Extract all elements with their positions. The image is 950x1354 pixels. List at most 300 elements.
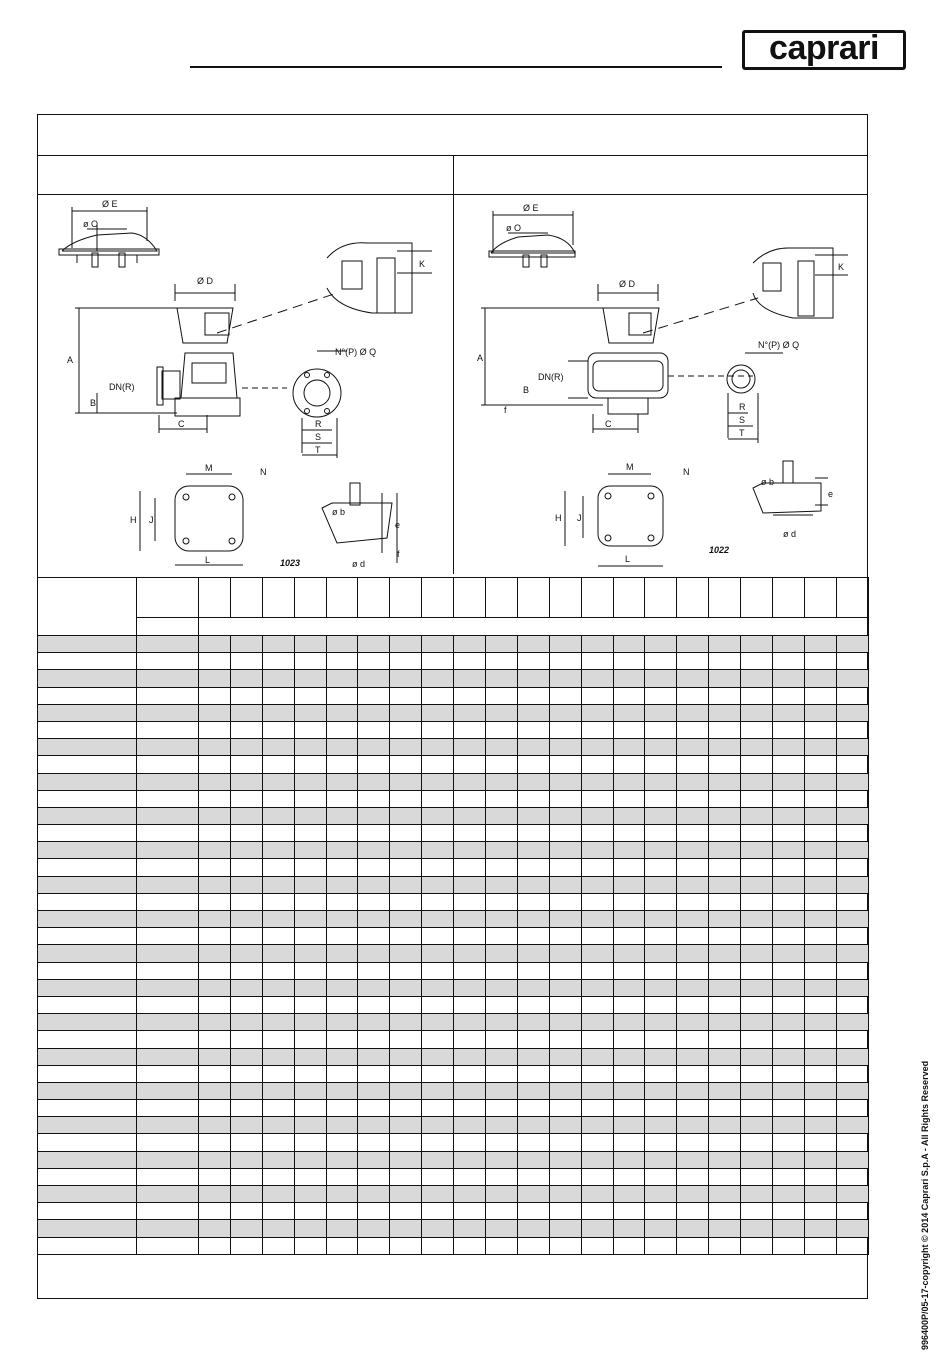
table-cell <box>137 1168 199 1185</box>
right-dim-S: S <box>739 415 746 425</box>
table-row <box>38 876 869 893</box>
table-cell <box>549 945 581 962</box>
table-row <box>38 1031 869 1048</box>
table-cell <box>230 1168 262 1185</box>
table-cell <box>517 790 549 807</box>
table-cell <box>613 876 645 893</box>
table-cell <box>454 893 486 910</box>
table-cell <box>773 687 805 704</box>
table-cell <box>486 1082 518 1099</box>
table-cell <box>294 1134 326 1151</box>
table-cell <box>390 636 422 653</box>
table-cell <box>390 1082 422 1099</box>
table-cell <box>741 1237 773 1254</box>
table-cell <box>199 1134 231 1151</box>
table-cell <box>230 859 262 876</box>
table-cell <box>230 1100 262 1117</box>
table-cell <box>137 687 199 704</box>
table-cell <box>454 1065 486 1082</box>
table-cell <box>804 1065 836 1082</box>
table-row <box>38 636 869 653</box>
table-cell <box>517 1014 549 1031</box>
table-cell <box>358 996 390 1013</box>
table-cell <box>358 1117 390 1134</box>
table-cell <box>549 1203 581 1220</box>
table-cell <box>326 911 358 928</box>
table-cell <box>390 859 422 876</box>
table-cell <box>804 1203 836 1220</box>
table-cell <box>804 859 836 876</box>
table-cell <box>422 1220 454 1237</box>
table-cell <box>677 876 709 893</box>
table-cell <box>137 1237 199 1254</box>
table-cell <box>677 1082 709 1099</box>
table-cell <box>137 876 199 893</box>
table-row <box>38 842 869 859</box>
table-row <box>38 807 869 824</box>
right-drawing-code: 1022 <box>709 545 730 555</box>
table-cell <box>613 704 645 721</box>
table-cell <box>230 721 262 738</box>
table-cell <box>294 1220 326 1237</box>
table-cell <box>804 773 836 790</box>
table-cell <box>741 790 773 807</box>
right-dim-R: R <box>739 402 746 412</box>
table-cell <box>709 979 741 996</box>
table-cell <box>38 996 137 1013</box>
table-cell <box>549 1186 581 1203</box>
table-cell <box>709 636 741 653</box>
table-cell <box>390 1117 422 1134</box>
table-cell <box>358 721 390 738</box>
table-cell <box>230 979 262 996</box>
table-cell <box>613 1031 645 1048</box>
table-cell <box>677 893 709 910</box>
table-cell <box>613 1168 645 1185</box>
table-cell <box>645 876 677 893</box>
table-cell <box>517 911 549 928</box>
table-cell <box>581 1048 613 1065</box>
table-cell <box>230 670 262 687</box>
table-cell <box>137 1065 199 1082</box>
table-cell <box>358 739 390 756</box>
table-cell <box>581 979 613 996</box>
table-cell <box>358 1237 390 1254</box>
table-header-row <box>38 578 869 618</box>
table-cell <box>677 704 709 721</box>
table-cell <box>358 911 390 928</box>
table-cell <box>262 1065 294 1082</box>
table-cell <box>517 962 549 979</box>
table-cell <box>422 687 454 704</box>
right-flange-detail <box>489 211 575 267</box>
table-cell <box>358 1048 390 1065</box>
table-cell <box>422 893 454 910</box>
table-cell <box>804 756 836 773</box>
table-cell <box>422 979 454 996</box>
table-cell <box>645 653 677 670</box>
dimension-table <box>37 577 869 1255</box>
table-cell <box>709 962 741 979</box>
header-cell <box>645 578 677 618</box>
table-cell <box>581 807 613 824</box>
table-cell <box>741 1065 773 1082</box>
table-cell <box>38 1014 137 1031</box>
table-cell <box>613 1220 645 1237</box>
table-cell <box>38 1065 137 1082</box>
table-cell <box>38 1237 137 1254</box>
table-cell <box>486 1031 518 1048</box>
table-cell <box>294 1048 326 1065</box>
right-technical-drawing <box>453 193 867 577</box>
table-cell <box>199 928 231 945</box>
table-cell <box>230 1014 262 1031</box>
header-cell <box>199 578 231 618</box>
table-cell <box>422 1168 454 1185</box>
table-cell <box>454 962 486 979</box>
table-cell <box>773 893 805 910</box>
table-cell <box>454 911 486 928</box>
table-cell <box>262 687 294 704</box>
table-cell <box>836 1014 868 1031</box>
header-cell <box>741 578 773 618</box>
table-cell <box>709 687 741 704</box>
table-cell <box>773 1220 805 1237</box>
table-cell <box>38 704 137 721</box>
table-cell <box>773 807 805 824</box>
table-cell <box>709 859 741 876</box>
table-cell <box>773 653 805 670</box>
table-cell <box>645 721 677 738</box>
table-cell <box>836 756 868 773</box>
table-cell <box>137 721 199 738</box>
table-cell <box>677 653 709 670</box>
table-cell <box>358 756 390 773</box>
table-cell <box>741 945 773 962</box>
table-cell <box>262 756 294 773</box>
table-cell <box>613 1203 645 1220</box>
table-cell <box>390 945 422 962</box>
table-cell <box>517 979 549 996</box>
table-cell <box>262 825 294 842</box>
table-cell <box>804 721 836 738</box>
header-cell <box>773 578 805 618</box>
table-cell <box>741 1048 773 1065</box>
table-cell <box>199 790 231 807</box>
table-cell <box>454 928 486 945</box>
table-cell <box>709 807 741 824</box>
table-cell <box>38 1186 137 1203</box>
table-cell <box>326 1168 358 1185</box>
table-cell <box>773 636 805 653</box>
table-cell <box>581 962 613 979</box>
table-cell <box>549 1100 581 1117</box>
table-cell <box>390 739 422 756</box>
table-cell <box>836 1117 868 1134</box>
table-cell <box>613 1100 645 1117</box>
table-cell <box>326 704 358 721</box>
table-cell <box>230 1186 262 1203</box>
table-cell <box>358 1082 390 1099</box>
table-cell <box>549 1082 581 1099</box>
table-cell <box>262 721 294 738</box>
table-cell <box>517 721 549 738</box>
table-cell <box>38 790 137 807</box>
right-bottom-detail <box>753 461 828 515</box>
left-bottom-detail <box>322 483 397 563</box>
table-cell <box>836 979 868 996</box>
table-cell <box>230 807 262 824</box>
table-cell <box>390 1065 422 1082</box>
table-cell <box>709 1220 741 1237</box>
table-cell <box>709 670 741 687</box>
table-cell <box>422 962 454 979</box>
table-cell <box>741 1100 773 1117</box>
table-cell <box>486 928 518 945</box>
table-cell <box>454 1082 486 1099</box>
table-cell <box>294 756 326 773</box>
table-cell <box>517 1134 549 1151</box>
table-cell <box>454 1014 486 1031</box>
table-cell <box>677 790 709 807</box>
table-cell <box>326 636 358 653</box>
table-cell <box>581 1014 613 1031</box>
table-cell <box>454 1048 486 1065</box>
table-cell <box>358 825 390 842</box>
header-cell <box>230 578 262 618</box>
table-cell <box>549 825 581 842</box>
table-cell <box>741 1082 773 1099</box>
table-cell <box>804 876 836 893</box>
table-cell <box>645 1220 677 1237</box>
table-cell <box>677 859 709 876</box>
table-cell <box>804 1117 836 1134</box>
table-cell <box>741 636 773 653</box>
table-cell <box>454 670 486 687</box>
table-cell <box>709 1048 741 1065</box>
table-cell <box>804 670 836 687</box>
table-cell <box>486 876 518 893</box>
table-cell <box>199 1100 231 1117</box>
table-cell <box>613 756 645 773</box>
table-cell <box>549 1237 581 1254</box>
table-cell <box>294 1203 326 1220</box>
table-cell <box>137 773 199 790</box>
table-cell <box>741 687 773 704</box>
table-cell <box>645 928 677 945</box>
table-cell <box>741 670 773 687</box>
table-cell <box>262 842 294 859</box>
table-cell <box>677 1014 709 1031</box>
table-row <box>38 1048 869 1065</box>
header-cell <box>709 578 741 618</box>
right-dim-D: Ø D <box>619 279 636 289</box>
right-flange-front <box>727 353 783 443</box>
table-cell <box>294 1237 326 1254</box>
table-cell <box>294 979 326 996</box>
table-cell <box>422 825 454 842</box>
table-cell <box>199 1168 231 1185</box>
left-dim-R: R <box>315 419 322 429</box>
table-cell <box>422 670 454 687</box>
table-cell <box>773 704 805 721</box>
table-cell <box>358 1014 390 1031</box>
table-cell <box>137 670 199 687</box>
table-cell <box>677 1065 709 1082</box>
table-cell <box>422 704 454 721</box>
table-cell <box>613 842 645 859</box>
table-cell <box>517 773 549 790</box>
left-dim-N: N <box>260 467 267 477</box>
table-cell <box>581 842 613 859</box>
table-cell <box>326 979 358 996</box>
table-cell <box>199 911 231 928</box>
table-cell <box>613 1186 645 1203</box>
table-cell <box>199 670 231 687</box>
right-dim-L: L <box>625 554 631 564</box>
table-cell <box>645 1065 677 1082</box>
table-cell <box>294 670 326 687</box>
table-cell <box>549 859 581 876</box>
table-cell <box>326 825 358 842</box>
table-cell <box>486 1065 518 1082</box>
table-cell <box>38 1134 137 1151</box>
table-cell <box>836 687 868 704</box>
header-cell <box>836 578 868 618</box>
table-cell <box>581 773 613 790</box>
table-cell <box>677 807 709 824</box>
table-cell <box>486 687 518 704</box>
left-dim-d: ø d <box>352 559 366 569</box>
table-cell <box>390 721 422 738</box>
table-cell <box>486 962 518 979</box>
table-cell <box>38 1203 137 1220</box>
table-cell <box>294 687 326 704</box>
table-cell <box>581 876 613 893</box>
left-dim-A: A <box>67 355 74 365</box>
table-cell <box>390 876 422 893</box>
table-cell <box>199 1151 231 1168</box>
table-cell <box>262 893 294 910</box>
table-cell <box>836 807 868 824</box>
left-dim-E: Ø E <box>102 199 118 209</box>
table-cell <box>836 636 868 653</box>
table-cell <box>517 893 549 910</box>
table-cell <box>549 979 581 996</box>
table-cell <box>294 790 326 807</box>
table-cell <box>326 1203 358 1220</box>
table-cell <box>454 1151 486 1168</box>
table-cell <box>613 945 645 962</box>
left-dim-S: S <box>315 432 322 442</box>
table-cell <box>709 1117 741 1134</box>
table-cell <box>390 1100 422 1117</box>
table-cell <box>741 756 773 773</box>
table-row <box>38 739 869 756</box>
table-row <box>38 653 869 670</box>
table-cell <box>645 945 677 962</box>
table-cell <box>836 1151 868 1168</box>
header-cell <box>613 578 645 618</box>
table-cell <box>422 911 454 928</box>
header-cell <box>199 618 869 636</box>
table-cell <box>486 739 518 756</box>
table-cell <box>390 1151 422 1168</box>
table-cell <box>294 1014 326 1031</box>
table-cell <box>38 670 137 687</box>
table-cell <box>454 876 486 893</box>
table-cell <box>549 962 581 979</box>
table-cell <box>390 825 422 842</box>
table-cell <box>199 704 231 721</box>
table-cell <box>294 1186 326 1203</box>
table-cell <box>326 807 358 824</box>
table-cell <box>199 1031 231 1048</box>
table-cell <box>645 1082 677 1099</box>
table-cell <box>836 1065 868 1082</box>
header-cell <box>804 578 836 618</box>
table-cell <box>804 704 836 721</box>
table-cell <box>230 773 262 790</box>
table-cell <box>422 876 454 893</box>
table-cell <box>326 1082 358 1099</box>
table-cell <box>773 721 805 738</box>
table-cell <box>549 1117 581 1134</box>
table-cell <box>38 859 137 876</box>
right-dim-A: A <box>477 353 484 363</box>
table-row <box>38 945 869 962</box>
copyright-note: 996400P/05-17-copyright © 2014 Caprari S.p.A - All Rights Reserved <box>920 1060 930 1350</box>
table-cell <box>294 1065 326 1082</box>
table-cell <box>454 739 486 756</box>
table-cell <box>422 807 454 824</box>
table-cell <box>709 928 741 945</box>
table-cell <box>230 1220 262 1237</box>
table-cell <box>230 1203 262 1220</box>
table-cell <box>390 653 422 670</box>
table-cell <box>262 1237 294 1254</box>
table-cell <box>645 842 677 859</box>
table-cell <box>804 1048 836 1065</box>
table-cell <box>773 773 805 790</box>
table-cell <box>262 945 294 962</box>
table-cell <box>709 1065 741 1082</box>
table-cell <box>230 876 262 893</box>
table-cell <box>677 739 709 756</box>
right-dim-DN: DN(R) <box>538 372 564 382</box>
table-cell <box>581 893 613 910</box>
table-cell <box>422 928 454 945</box>
table-cell <box>741 859 773 876</box>
header-cell <box>486 578 518 618</box>
table-row <box>38 773 869 790</box>
table-cell <box>358 842 390 859</box>
table-cell <box>137 1134 199 1151</box>
table-cell <box>741 1031 773 1048</box>
table-cell <box>199 773 231 790</box>
table-cell <box>230 1151 262 1168</box>
table-cell <box>199 842 231 859</box>
table-cell <box>390 756 422 773</box>
table-cell <box>454 1203 486 1220</box>
table-cell <box>677 928 709 945</box>
table-cell <box>836 1082 868 1099</box>
table-cell <box>645 773 677 790</box>
table-cell <box>326 756 358 773</box>
table-cell <box>137 928 199 945</box>
header-cell <box>294 578 326 618</box>
table-cell <box>773 842 805 859</box>
